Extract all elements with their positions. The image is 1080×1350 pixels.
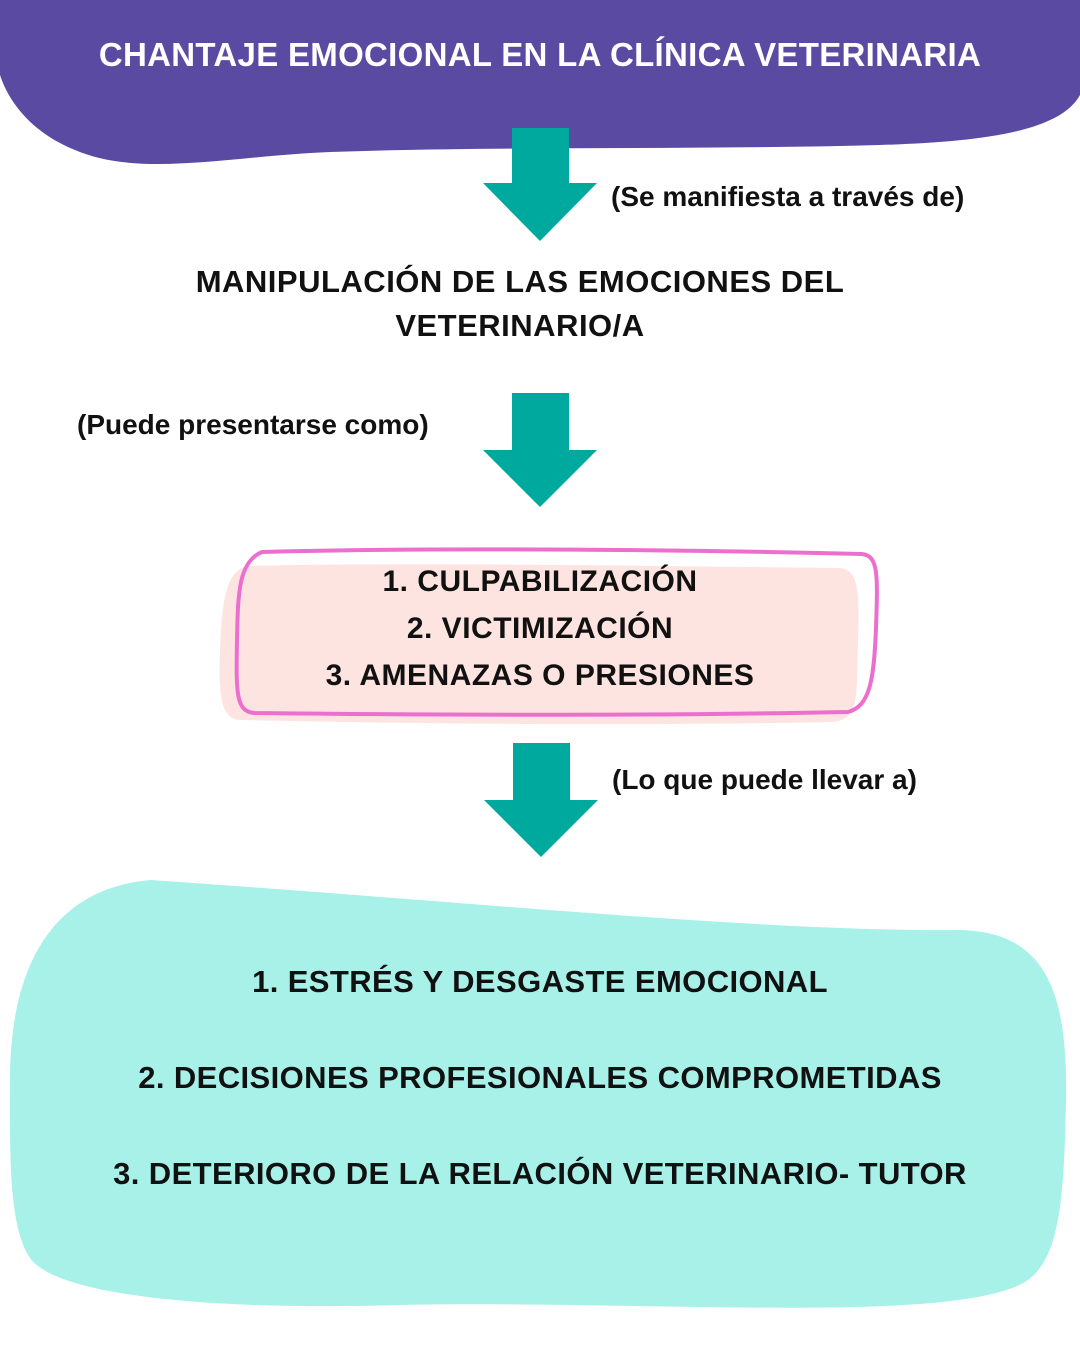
consequence-item: 2. DECISIONES PROFESIONALES COMPROMETIDAS: [138, 1060, 942, 1095]
connector-label-2: (Puede presentarse como): [77, 409, 429, 440]
tactics-list: [240, 558, 840, 699]
consequence-item: 3. DETERIORO DE LA RELACIÓN VETERINARIO- TUTOR: [113, 1156, 967, 1191]
consequences-list: [30, 960, 1050, 1248]
tactic-item: 3. AMENAZAS O PRESIONES: [325, 659, 755, 692]
connector-label-1: (Se manifiesta a través de): [611, 181, 965, 212]
tactic-item: 2. VICTIMIZACIÓN: [406, 612, 674, 645]
heading-line-2: VETERINARIO/A: [395, 308, 645, 343]
down-arrow-2: [483, 393, 597, 507]
tactic-item: 1. CULPABILIZACIÓN: [382, 565, 698, 598]
heading-line-1: MANIPULACIÓN DE LAS EMOCIONES DEL: [195, 264, 845, 299]
diagram-title: CHANTAJE EMOCIONAL EN LA CLÍNICA VETERINARIA: [98, 36, 982, 73]
down-arrow-3: [484, 743, 598, 857]
central-heading: [90, 260, 950, 348]
consequence-item: 1. ESTRÉS Y DESGASTE EMOCIONAL: [252, 964, 828, 999]
connector-label-3: (Lo que puede llevar a): [612, 764, 917, 795]
